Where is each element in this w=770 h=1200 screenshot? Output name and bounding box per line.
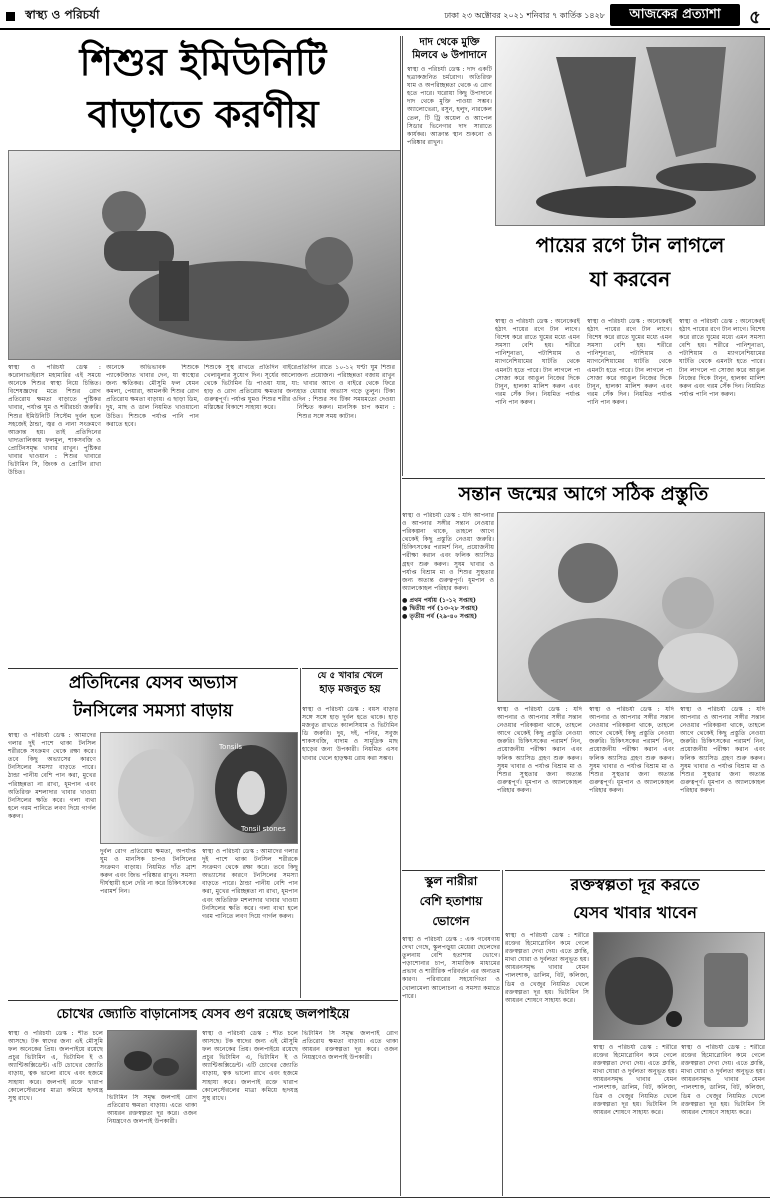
leg-cramp-title: পায়ের রগে টান লাগলে যা করবেন — [535, 233, 725, 291]
section-tag — [6, 6, 156, 24]
masthead: আজকের প্রত্যাশা — [610, 4, 740, 26]
page-number: ৫ — [749, 7, 761, 27]
dateline: ঢাকা ২৩ অক্টোবর ২০২১ শনিবার ৭ কার্তিক ১৪২৮ — [444, 11, 605, 20]
sneaker-illustration — [496, 37, 765, 226]
olive-title: চোখের জ্যোতি বাড়ানোসহ যেসব গুণ রয়েছে জলপাইয়ে — [8, 1000, 398, 1028]
bone-foods-body: স্বাস্থ্য ও পরিচর্যা ডেস্ক : বয়স বাড়ার সঙ্গে সঙ্গে হাড় দুর্বল হতে থাকে। হাড় মজবুত রাখতে ক্যালসিয়াম ও ভিটামিন ডি জরুরি। দুধ, দই, পনির, সবুজ শাকসবজি, বাদাম ও সামুদ্রিক মাছ হাড়ের জন্য উপকারী। নিয়মিত এসব খাবার খেলে হাড়ক্ষয় রোধ করা সম্ভব। — [302, 706, 398, 762]
father-child-illustration — [9, 151, 401, 360]
olive-col-3: স্বাস্থ্য ও পরিচর্যা ডেস্ক : শীত চলে আসছে। টক স্বাদের জন্য এই মৌসুমি ফল অনেকের প্রিয়। জলপাইয়ে রয়েছে প্রচুর ভিটামিন এ, ভিটামিন ই ও অ্যান্টিঅক্সিডেন্ট। এটি চোখের জ্যোতি বাড়ায়, ত্বক ভালো রাখে এবং হজমে সাহায্য করে। জলপাই রক্তে খারাপ কোলেস্টেরলের মাত্রা কমিয়ে হৃদযন্ত্র সুস্থ রাখে। — [202, 1030, 298, 1102]
pregnancy-col-2: স্বাস্থ্য ও পরিচর্যা ডেস্ক : যদি আপনার ও আপনার সঙ্গীর সন্তান নেওয়ার পরিকল্পনা থাকে, তাহলে আগে থেকেই কিছু প্রস্তুতি নেওয়া জরুরি। চিকিৎসকের পরামর্শ নিন, প্রয়োজনীয় পরীক্ষা করান এবং ফলিক অ্যাসিড গ্রহণ শুরু করুন। সুষম খাবার ও পর্যাপ্ত বিশ্রাম মা ও শিশুর সুস্থতার জন্য অত্যন্ত গুরুত্বপূর্ণ। ধূমপান ও অ্যালকোহল পরিহার করুন। — [497, 706, 582, 794]
tonsils-label: Tonsils — [219, 743, 242, 751]
ringworm-body: স্বাস্থ্য ও পরিচর্যা ডেস্ক : দাদ একটি ছত্রাকজনিত চর্মরোগ। অতিরিক্ত ঘাম ও অপরিচ্ছন্নতা থেকে এ রোগ হতে পারে। ঘরোয়া কিছু উপাদানে দাদ থেকে মুক্তি পাওয়া সম্ভব। অ্যালোভেরা, রসুন, হলুদ, নারকেল তেল, টি ট্রি অয়েল ও আপেল সিডার ভিনেগার দাদ সারাতে কার্যকর। আক্রান্ত স্থান শুকনো ও পরিষ্কার রাখুন। — [407, 66, 492, 146]
section-title: স্বাস্থ্য ও পরিচর্যা — [25, 7, 100, 22]
bone-foods-title: যে ৫ খাবার খেলে হাড় মজবুত হয় — [302, 668, 398, 704]
column-rule — [300, 668, 301, 998]
immunity-col-2: অনেকে অভিভাবক শিশুকে প্যাকেটজাত খাবার দেন, যা স্বাস্থ্যের জন্য ক্ষতিকর। মৌসুমি ফল যেমন কমলা, পেয়ারা, আমলকী শিশুর রোগ প্রতিরোধ ক্ষমতা বাড়ায়। এ ছাড়া ডিম, দুধ, মাছ ও ডাল নিয়মিত খাওয়ানো উচিত। শিশুকে পর্যাপ্ত পানি পান করাতে হবে। — [106, 364, 199, 428]
immunity-col-3: শিশুকে সুস্থ রাখতে প্রতিদিন বাইরে খেলাধুলার সুযোগ দিন। সূর্যের আলো থেকে ভিটামিন ডি পাওয়া যায়, যা হাড় ও রোগ প্রতিরোধ ক্ষমতার জন্য গুরুত্বপূর্ণ। পর্যাপ্ত ঘুমও শিশুর শরীর ও মস্তিষ্কের বিকাশে সাহায্য করে। — [204, 364, 297, 412]
olive-illustration — [108, 1031, 197, 1090]
pregnancy-left-col — [402, 512, 494, 868]
pregnancy-body: স্বাস্থ্য ও পরিচর্যা ডেস্ক : যদি আপনার ও আপনার সঙ্গীর সন্তান নেওয়ার পরিকল্পনা থাকে, তাহলে আগে থেকেই কিছু প্রস্তুতি নেওয়া জরুরি। চিকিৎসকের পরামর্শ নিন, প্রয়োজনীয় পরীক্ষা করান এবং ফলিক অ্যাসিড গ্রহণ শুরু করুন। সুষম খাবার ও পর্যাপ্ত বিশ্রাম মা ও শিশুর সুস্থতার জন্য অত্যন্ত গুরুত্বপূর্ণ। ধূমপান ও অ্যালকোহল পরিহার করুন। — [402, 512, 494, 592]
tonsil-stones-label: Tonsil stones — [241, 825, 286, 833]
tonsil-col-3: স্বাস্থ্য ও পরিচর্যা ডেস্ক : আমাদের গলার দুই পাশে থাকা টনসিল শরীরকে সংক্রমণ থেকে রক্ষা করে। তবে কিছু অভ্যাসের কারণে টনসিলের সমস্যা বাড়তে পারে। ঠান্ডা পানীয় বেশি পান করা, মুখের পরিচ্ছন্নতা না রাখা, ধূমপান এবং অতিরিক্ত মশলাদার খাবার খাওয়া টনসিলের ক্ষতি করে। গলা ব্যথা হলে গরম পানিতে লবণ দিয়ে গার্গল করুন। — [202, 848, 298, 920]
mother-baby-photo — [497, 512, 765, 702]
tonsil-col-1: স্বাস্থ্য ও পরিচর্যা ডেস্ক : আমাদের গলার দুই পাশে থাকা টনসিল শরীরকে সংক্রমণ থেকে রক্ষা করে। তবে কিছু অভ্যাসের কারণে টনসিলের সমস্যা বাড়তে পারে। ঠান্ডা পানীয় বেশি পান করা, মুখের পরিচ্ছন্নতা না রাখা, ধূমপান এবং অতিরিক্ত মশলাদার খাবার খাওয়া টনসিলের ক্ষতি করে। গলা ব্যথা হলে গরম পানিতে লবণ দিয়ে গার্গল করুন। — [8, 732, 96, 820]
pregnancy-col-3: স্বাস্থ্য ও পরিচর্যা ডেস্ক : যদি আপনার ও আপনার সঙ্গীর সন্তান নেওয়ার পরিকল্পনা থাকে, তাহলে আগে থেকেই কিছু প্রস্তুতি নেওয়া জরুরি। চিকিৎসকের পরামর্শ নিন, প্রয়োজনীয় পরীক্ষা করান এবং ফলিক অ্যাসিড গ্রহণ শুরু করুন। সুষম খাবার ও পর্যাপ্ত বিশ্রাম মা ও শিশুর সুস্থতার জন্য অত্যন্ত গুরুত্বপূর্ণ। ধূমপান ও অ্যালকোহল পরিহার করুন। — [589, 706, 674, 794]
anemia-col-1: স্বাস্থ্য ও পরিচর্যা ডেস্ক : শরীরে রক্তের হিমোগ্লোবিন কমে গেলে রক্তস্বল্পতা দেখা দেয়। এতে ক্লান্তি, মাথা ঘোরা ও দুর্বলতা অনুভূত হয়। আয়রনসমৃদ্ধ খাবার যেমন পালংশাক, ডালিম, বিট, কলিজা, ডিম ও খেজুর নিয়মিত খেলে রক্তস্বল্পতা দূর হয়। ভিটামিন সি আয়রন শোষণে সাহায্য করে। — [505, 932, 589, 1004]
mother-baby-illustration — [498, 513, 765, 702]
pregnancy-col-4: স্বাস্থ্য ও পরিচর্যা ডেস্ক : যদি আপনার ও আপনার সঙ্গীর সন্তান নেওয়ার পরিকল্পনা থাকে, তাহলে আগে থেকেই কিছু প্রস্তুতি নেওয়া জরুরি। চিকিৎসকের পরামর্শ নিন, প্রয়োজনীয় পরীক্ষা করান এবং ফলিক অ্যাসিড গ্রহণ শুরু করুন। সুষম খাবার ও পর্যাপ্ত বিশ্রাম মা ও শিশুর সুস্থতার জন্য অত্যন্ত গুরুত্বপূর্ণ। ধূমপান ও অ্যালকোহল পরিহার করুন। — [680, 706, 765, 794]
tonsil-title: প্রতিদিনের যেসব অভ্যাস টনসিলের সমস্যা বাড়ায় — [8, 668, 298, 728]
immunity-col-1: স্বাস্থ্য ও পরিচর্যা ডেস্ক : করোনাভাইরাস মহামারির এই সময়ে অনেকে শিশুর স্বাস্থ্য নিয়ে চিন্তিত। বিশেষজ্ঞদের মতে শিশুর রোগ প্রতিরোধ ক্ষমতা বাড়াতে পুষ্টিকর খাবার, পর্যাপ্ত ঘুম ও শরীরচর্চা জরুরি। শিশুর ইমিউনিটি সিস্টেম দুর্বল হলে সহজেই ঠান্ডা, জ্বর ও নানা সংক্রমণে আক্রান্ত হয়। তাই প্রতিদিনের খাদ্যতালিকায় ফলমূল, শাকসবজি ও প্রোটিনসমৃদ্ধ খাবার রাখুন। পুষ্টিকর খাবার খাওয়ান : শিশুর খাবারে ভিটামিন সি, জিংক ও প্রোটিন রাখা উচিত। — [8, 364, 101, 477]
ringworm-box — [402, 36, 492, 476]
anemia-col-3: স্বাস্থ্য ও পরিচর্যা ডেস্ক : শরীরে রক্তের হিমোগ্লোবিন কমে গেলে রক্তস্বল্পতা দেখা দেয়। এতে ক্লান্তি, মাথা ঘোরা ও দুর্বলতা অনুভূত হয়। আয়রনসমৃদ্ধ খাবার যেমন পালংশাক, ডালিম, বিট, কলিজা, ডিম ও খেজুর নিয়মিত খেলে রক্তস্বল্পতা দূর হয়। ভিটামিন সি আয়রন শোষণে সাহায্য করে। — [681, 1044, 765, 1116]
father-child-photo — [8, 150, 401, 360]
pregnancy-title: সন্তান জন্মের আগে সঠিক প্রস্তুতি — [402, 478, 765, 508]
olive-col-2: ভিটামিন সি সমৃদ্ধ জলপাই রোগ প্রতিরোধ ক্ষমতা বাড়ায়। এতে থাকা আয়রন রক্তস্বল্পতা দূর করে। ওজন নিয়ন্ত্রণেও জলপাই উপকারী। — [107, 1094, 197, 1126]
olive-col-4: ভিটামিন সি সমৃদ্ধ জলপাই রোগ প্রতিরোধ ক্ষমতা বাড়ায়। এতে থাকা আয়রন রক্তস্বল্পতা দূর করে। ওজন নিয়ন্ত্রণেও জলপাই উপকারী। — [302, 1030, 398, 1062]
olive-col-1: স্বাস্থ্য ও পরিচর্যা ডেস্ক : শীত চলে আসছে। টক স্বাদের জন্য এই মৌসুমি ফল অনেকের প্রিয়। জলপাইয়ে রয়েছে প্রচুর ভিটামিন এ, ভিটামিন ই ও অ্যান্টিঅক্সিডেন্ট। এটি চোখের জ্যোতি বাড়ায়, ত্বক ভালো রাখে এবং হজমে সাহায্য করে। জলপাই রক্তে খারাপ কোলেস্টেরলের মাত্রা কমিয়ে হৃদযন্ত্র সুস্থ রাখে। — [8, 1030, 103, 1102]
tonsil-col-2: দুর্বল রোগ প্রতিরোধ ক্ষমতা, অপর্যাপ্ত ঘুম ও মানসিক চাপও টনসিলের সংক্রমণ বাড়ায়। নিয়মিত দাঁত ব্রাশ করুন এবং জিভ পরিষ্কার রাখুন। সমস্যা দীর্ঘস্থায়ী হলে দেরি না করে চিকিৎসকের পরামর্শ নিন। — [100, 848, 196, 896]
bottom-rule — [0, 1197, 770, 1198]
tonsil-figure — [100, 732, 298, 844]
anemia-col-2: স্বাস্থ্য ও পরিচর্যা ডেস্ক : শরীরে রক্তের হিমোগ্লোবিন কমে গেলে রক্তস্বল্পতা দেখা দেয়। এতে ক্লান্তি, মাথা ঘোরা ও দুর্বলতা অনুভূত হয়। আয়রনসমৃদ্ধ খাবার যেমন পালংশাক, ডালিম, বিট, কলিজা, ডিম ও খেজুর নিয়মিত খেলে রক্তস্বল্পতা দূর হয়। ভিটামিন সি আয়রন শোষণে সাহায্য করে। — [593, 1044, 677, 1116]
ringworm-title: দাদ থেকে মুক্তি মিলবে ৬ উপাদানে — [412, 37, 487, 61]
leg-cramp-col-3: স্বাস্থ্য ও পরিচর্যা ডেস্ক : অনেকেরই হঠাৎ পায়ের রগে টান লাগে। বিশেষ করে রাতে ঘুমের মধ্যে এমন সমস্যা বেশি হয়। শরীরে পানিশূন্যতা, পটাশিয়াম ও ম্যাগনেশিয়ামের ঘাটতি থেকে এমনটা হতে পারে। টান লাগলে পা সোজা করে আঙুল নিজের দিকে টানুন, হালকা মালিশ করুন এবং গরম সেঁক দিন। নিয়মিত পর্যাপ্ত পানি পান করুন। — [679, 318, 765, 398]
pomegranate-photo — [593, 932, 765, 1040]
leg-cramp-photo — [495, 36, 765, 226]
leg-cramp-col-2: স্বাস্থ্য ও পরিচর্যা ডেস্ক : অনেকেরই হঠাৎ পায়ের রগে টান লাগে। বিশেষ করে রাতে ঘুমের মধ্যে এমন সমস্যা বেশি হয়। শরীরে পানিশূন্যতা, পটাশিয়াম ও ম্যাগনেশিয়ামের ঘাটতি থেকে এমনটা হতে পারে। টান লাগলে পা সোজা করে আঙুল নিজের দিকে টানুন, হালকা মালিশ করুন এবং গরম সেঁক দিন। নিয়মিত পর্যাপ্ত পানি পান করুন। — [587, 318, 672, 406]
column-rule — [502, 870, 503, 1196]
pomegranate-illustration — [594, 933, 765, 1040]
pregnancy-stage-1: ● প্রথম পর্যায় (১-১২ সপ্তাহ) — [402, 596, 476, 604]
pregnancy-stage-3: ● তৃতীয় পর্ব (২৯-৪০ সপ্তাহ) — [402, 613, 478, 621]
girls-depression-title: স্কুল নারীরা বেশি হতাশায় ভোগেন — [402, 870, 500, 932]
olive-photo — [107, 1030, 197, 1090]
anemia-title: রক্তস্বল্পতা দূর করতে যেসব খাবার খাবেন — [505, 870, 765, 928]
section-marker-icon — [6, 12, 15, 21]
leg-cramp-col-1: স্বাস্থ্য ও পরিচর্যা ডেস্ক : অনেকেরই হঠাৎ পায়ের রগে টান লাগে। বিশেষ করে রাতে ঘুমের মধ্যে এমন সমস্যা বেশি হয়। শরীরে পানিশূন্যতা, পটাশিয়াম ও ম্যাগনেশিয়ামের ঘাটতি থেকে এমনটা হতে পারে। টান লাগলে পা সোজা করে আঙুল নিজের দিকে টানুন, হালকা মালিশ করুন এবং গরম সেঁক দিন। নিয়মিত পর্যাপ্ত পানি পান করুন। — [495, 318, 580, 406]
girls-depression-body: স্বাস্থ্য ও পরিচর্যা ডেস্ক : এক গবেষণায় দেখা গেছে, স্কুলপড়ুয়া মেয়েরা ছেলেদের তুলনায় বেশি হতাশায় ভোগে। পড়াশোনার চাপ, সামাজিক মাধ্যমের প্রভাব ও শারীরিক পরিবর্তন এর অন্যতম কারণ। পরিবারের সহযোগিতা ও খোলামেলা আলোচনা এ সমস্যা কমাতে পারে। — [402, 936, 500, 1000]
pregnancy-stage-2: ● দ্বিতীয় পর্ব (১৩-২৮ সপ্তাহ) — [402, 605, 478, 613]
column-rule — [400, 36, 401, 1196]
immunity-col-4b: প্রতিদিন রাতে ১০-১২ ঘণ্টা ঘুম শিশুর জন্য প্রয়োজন। পরিচ্ছন্নতা বজায় রাখুন : খাবার আগে ও বাইরে থেকে ফিরে হাত ধোয়ার অভ্যাস গড়ে তুলুন। টিকা দিন : শিশুর সব টিকা সময়মতো দেওয়া নিশ্চিত করুন। মানসিক চাপ কমান : শিশুর সঙ্গে সময় কাটান। — [297, 364, 395, 420]
page-header — [0, 0, 770, 30]
immunity-title: শিশুর ইমিউনিটি বাড়াতে করণীয় — [79, 40, 327, 136]
